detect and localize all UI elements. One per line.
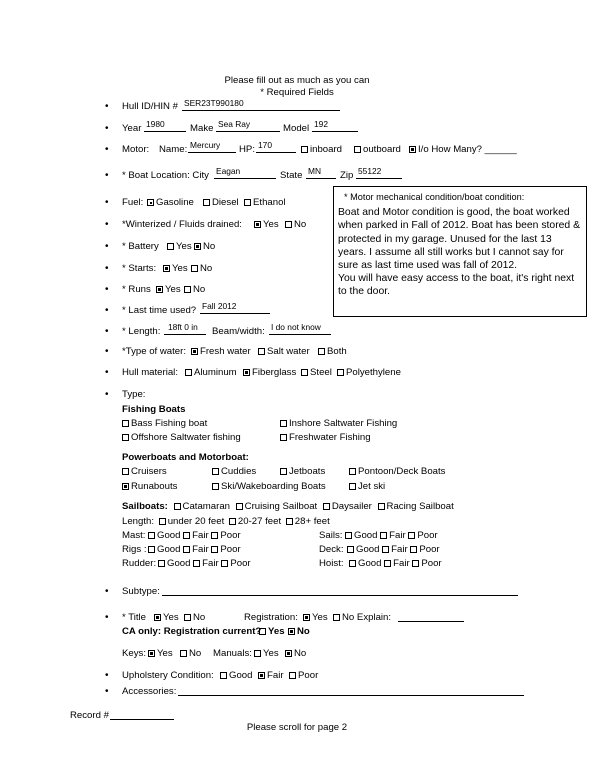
- jet-ski-checkbox[interactable]: [349, 483, 356, 490]
- polyethylene-checkbox[interactable]: [337, 369, 344, 376]
- catamaran-option[interactable]: Catamaran: [174, 501, 230, 512]
- length-field[interactable]: [164, 334, 206, 335]
- manuals-no-checkbox[interactable]: [285, 650, 292, 657]
- scroll-note: Please scroll for page 2: [246, 722, 348, 733]
- hull-id-field[interactable]: [182, 110, 340, 111]
- powerboats-heading: Powerboats and Motorboat:: [122, 452, 249, 463]
- winterized-no-option[interactable]: No: [285, 219, 306, 230]
- record-label: Record #: [70, 710, 109, 721]
- sails-good-checkbox[interactable]: [345, 532, 352, 539]
- mast-poor-checkbox[interactable]: [211, 532, 218, 539]
- required-fields-note: * Required Fields: [260, 87, 334, 98]
- deck-fair-checkbox[interactable]: [382, 546, 389, 553]
- hoist-label: Hoist:: [319, 558, 344, 569]
- city-value: Eagan: [216, 166, 241, 176]
- jetboats-option[interactable]: Jetboats: [280, 466, 325, 477]
- racing-sailboat-option[interactable]: Racing Sailboat: [378, 501, 454, 512]
- ski-wakeboarding-checkbox[interactable]: [212, 483, 219, 490]
- fuel-gasoline-option[interactable]: Gasoline: [147, 197, 194, 208]
- inboard-checkbox[interactable]: [301, 146, 308, 153]
- ethanol-checkbox[interactable]: [244, 199, 251, 206]
- rudder-options: Good Fair Poor: [158, 558, 251, 569]
- motor-name-value: Mercury: [190, 140, 221, 150]
- manuals-yes-option[interactable]: Yes: [254, 648, 279, 659]
- inshore-fishing-option[interactable]: Inshore Saltwater Fishing: [280, 418, 397, 429]
- make-field[interactable]: [216, 131, 280, 132]
- cuddies-option[interactable]: Cuddies: [212, 466, 256, 477]
- runs-no-option[interactable]: No: [184, 284, 205, 295]
- state-value: MN: [308, 166, 322, 176]
- runs-no-checkbox[interactable]: [184, 286, 191, 293]
- deck-options: Good Fair Poor: [347, 544, 440, 555]
- upholstery-fair-option[interactable]: Fair: [258, 670, 284, 681]
- winterized-no-checkbox[interactable]: [285, 221, 292, 228]
- sail-length-label: Length:: [122, 516, 155, 527]
- both-water-option[interactable]: Both: [318, 346, 347, 357]
- offshore-fishing-checkbox[interactable]: [122, 434, 129, 441]
- ski-wakeboarding-option[interactable]: Ski/Wakeboarding Boats: [212, 481, 326, 492]
- outboard-checkbox[interactable]: [354, 146, 361, 153]
- sails-label: Sails:: [319, 530, 343, 541]
- beam-value: I do not know: [271, 322, 321, 332]
- year-label: • Year: [122, 123, 141, 134]
- runabouts-option[interactable]: Runabouts: [122, 481, 177, 492]
- starts-label: • * Starts:: [122, 263, 156, 274]
- title-yes-checkbox[interactable]: [154, 614, 161, 621]
- subtype-field[interactable]: [162, 595, 518, 596]
- last-used-label: • * Last time used?: [122, 305, 196, 316]
- registration-yes-option[interactable]: Yes: [303, 612, 328, 623]
- runs-yes-option[interactable]: Yes: [156, 284, 181, 295]
- boat-location-label: • * Boat Location: City: [122, 170, 209, 181]
- hull-id-value: SER23T990180: [184, 98, 244, 108]
- title-no-option[interactable]: No: [184, 612, 205, 623]
- runs-yes-checkbox[interactable]: [156, 286, 163, 293]
- steel-checkbox[interactable]: [301, 369, 308, 376]
- upholstery-good-option[interactable]: Good: [220, 670, 252, 681]
- sails-options: Good Fair Poor: [345, 530, 438, 541]
- rudder-fair-checkbox[interactable]: [193, 560, 200, 567]
- last-used-field[interactable]: [200, 313, 270, 314]
- upholstery-poor-option[interactable]: Poor: [289, 670, 318, 681]
- make-label: Make: [190, 123, 214, 134]
- motor-condition-box[interactable]: [333, 186, 587, 317]
- manuals-no-option[interactable]: No: [285, 648, 306, 659]
- battery-no-checkbox[interactable]: [194, 243, 201, 250]
- length-value: 18ft 0 in: [168, 322, 198, 332]
- daysailer-checkbox[interactable]: [323, 503, 330, 510]
- last-used-value: Fall 2012: [202, 301, 237, 311]
- deck-label: Deck:: [319, 544, 344, 555]
- beam-field[interactable]: [269, 334, 331, 335]
- freshwater-fishing-option[interactable]: Freshwater Fishing: [280, 432, 371, 443]
- fiberglass-checkbox[interactable]: [243, 369, 250, 376]
- zip-value: 55122: [358, 166, 382, 176]
- accessories-label: • Accessories:: [122, 686, 176, 697]
- hp-label: HP:: [239, 144, 255, 155]
- fresh-water-checkbox[interactable]: [191, 348, 198, 355]
- winterized-yes-option[interactable]: Yes: [254, 219, 279, 230]
- keys-yes-option[interactable]: Yes: [148, 648, 173, 659]
- hull-material-label: • Hull material:: [122, 367, 178, 378]
- motor-condition-text: Boat and Motor condition is good, the boat worked when parked in Fall of 2012. Boat has been stored & protected in my garage. Unused for the last 13 years. I assume all still works but I cannot say for sure as last time used was fall of 2012. You will have easy access to the boat, it's right next to the door.: [338, 207, 581, 298]
- motor-condition-title: * Motor mechanical condition/boat condition:: [344, 192, 525, 202]
- hull-id-label: • Hull ID/HIN #: [122, 101, 178, 112]
- 28-plus-option[interactable]: 28+ feet: [286, 516, 330, 527]
- hoist-good-checkbox[interactable]: [349, 560, 356, 567]
- zip-field[interactable]: [356, 178, 402, 179]
- starts-yes-option[interactable]: Yes: [163, 263, 188, 274]
- accessories-field[interactable]: [178, 695, 524, 696]
- keys-no-option[interactable]: No: [180, 648, 201, 659]
- rudder-label: Rudder:: [122, 558, 157, 569]
- registration-label: Registration:: [244, 612, 298, 623]
- cruisers-option[interactable]: Cruisers: [122, 466, 167, 477]
- registration-yes-checkbox[interactable]: [303, 614, 310, 621]
- under-20-option[interactable]: under 20 feet: [159, 516, 225, 527]
- motor-name-field[interactable]: [188, 152, 236, 153]
- year-value: 1980: [146, 119, 165, 129]
- jet-ski-option[interactable]: Jet ski: [349, 481, 385, 492]
- model-field[interactable]: [312, 131, 358, 132]
- starts-no-checkbox[interactable]: [191, 265, 198, 272]
- winterized-yes-checkbox[interactable]: [254, 221, 261, 228]
- registration-explain-field[interactable]: [398, 621, 464, 622]
- cruisers-checkbox[interactable]: [122, 468, 129, 475]
- title-label: • * Title: [122, 612, 146, 623]
- upholstery-good-checkbox[interactable]: [220, 672, 227, 679]
- fuel-ethanol-option[interactable]: Ethanol: [244, 197, 286, 208]
- fiberglass-option[interactable]: Fiberglass: [243, 367, 296, 378]
- gasoline-checkbox[interactable]: [147, 199, 154, 206]
- cruising-sailboat-checkbox[interactable]: [236, 503, 243, 510]
- deck-good-checkbox[interactable]: [347, 546, 354, 553]
- mast-label: Mast:: [122, 530, 146, 541]
- bass-fishing-checkbox[interactable]: [122, 420, 129, 427]
- salt-water-option[interactable]: Salt water: [258, 346, 310, 357]
- ca-yes-option[interactable]: Yes: [259, 626, 285, 637]
- cuddies-checkbox[interactable]: [212, 468, 219, 475]
- starts-no-option[interactable]: No: [191, 263, 212, 274]
- mast-options: Good Fair Poor: [148, 530, 241, 541]
- rudder-good-checkbox[interactable]: [158, 560, 165, 567]
- fishing-boats-heading: Fishing Boats: [122, 404, 186, 415]
- make-value: Sea Ray: [218, 119, 251, 129]
- battery-yes-option[interactable]: Yes: [167, 241, 192, 252]
- 20-27-option[interactable]: 20-27 feet: [229, 516, 281, 527]
- fresh-water-option[interactable]: Fresh water: [191, 346, 251, 357]
- state-label: State: [280, 170, 303, 181]
- hoist-fair-checkbox[interactable]: [384, 560, 391, 567]
- hp-value: 170: [258, 140, 272, 150]
- both-water-checkbox[interactable]: [318, 348, 325, 355]
- pontoon-option[interactable]: Pontoon/Deck Boats: [349, 466, 445, 477]
- record-field[interactable]: [110, 719, 174, 720]
- subtype-label: • Subtype:: [122, 586, 160, 597]
- year-field[interactable]: [144, 131, 186, 132]
- ca-registration-label: CA only: Registration current?: [122, 626, 262, 637]
- starts-yes-checkbox[interactable]: [163, 265, 170, 272]
- type-label: • Type:: [122, 389, 145, 400]
- keys-yes-checkbox[interactable]: [148, 650, 155, 657]
- sails-fair-checkbox[interactable]: [380, 532, 387, 539]
- motor-label: • Motor:: [122, 144, 149, 155]
- upholstery-poor-checkbox[interactable]: [289, 672, 296, 679]
- daysailer-option[interactable]: Daysailer: [323, 501, 372, 512]
- upholstery-fair-checkbox[interactable]: [258, 672, 265, 679]
- ca-no-option[interactable]: No: [288, 626, 310, 637]
- keys-no-checkbox[interactable]: [180, 650, 187, 657]
- sails-poor-checkbox[interactable]: [408, 532, 415, 539]
- form-instructions: Please fill out as much as you can: [224, 75, 370, 86]
- bass-fishing-option[interactable]: Bass Fishing boat: [122, 418, 207, 429]
- rigs-good-checkbox[interactable]: [148, 546, 155, 553]
- io-checkbox[interactable]: [409, 146, 416, 153]
- steel-option[interactable]: Steel: [301, 367, 332, 378]
- offshore-fishing-option[interactable]: Offshore Saltwater fishing: [122, 432, 241, 443]
- runabouts-checkbox[interactable]: [122, 483, 129, 490]
- deck-poor-checkbox[interactable]: [410, 546, 417, 553]
- fuel-label: • Fuel:: [122, 197, 143, 208]
- salt-water-checkbox[interactable]: [258, 348, 265, 355]
- city-field[interactable]: [214, 178, 276, 179]
- fuel-diesel-option[interactable]: Diesel: [203, 197, 239, 208]
- model-value: 192: [314, 119, 328, 129]
- rigs-poor-checkbox[interactable]: [211, 546, 218, 553]
- 20-27-checkbox[interactable]: [229, 518, 236, 525]
- 28-plus-checkbox[interactable]: [286, 518, 293, 525]
- hoist-options: Good Fair Poor: [349, 558, 442, 569]
- battery-label: • * Battery: [122, 241, 159, 252]
- title-yes-option[interactable]: Yes: [154, 612, 179, 623]
- jetboats-checkbox[interactable]: [280, 468, 287, 475]
- racing-sailboat-checkbox[interactable]: [378, 503, 385, 510]
- freshwater-fishing-checkbox[interactable]: [280, 434, 287, 441]
- aluminum-checkbox[interactable]: [185, 369, 192, 376]
- hp-field[interactable]: [256, 152, 296, 153]
- rigs-options: Good Fair Poor: [148, 544, 241, 555]
- zip-label: Zip: [340, 170, 354, 181]
- manuals-label: Manuals:: [213, 648, 252, 659]
- sail-length-row: [122, 516, 330, 527]
- battery-yes-checkbox[interactable]: [167, 243, 174, 250]
- io-option[interactable]: I/o How Many? ______: [409, 144, 517, 155]
- winterized-label: • *Winterized / Fluids drained:: [122, 219, 242, 230]
- registration-no-option[interactable]: No Explain:: [333, 612, 391, 623]
- ca-no-checkbox[interactable]: [288, 628, 295, 635]
- sailboats-row: [122, 501, 454, 512]
- battery-no-option[interactable]: No: [194, 241, 215, 252]
- rigs-label: Rigs :: [122, 544, 147, 555]
- water-type-label: • *Type of water:: [122, 346, 186, 357]
- inshore-fishing-checkbox[interactable]: [280, 420, 287, 427]
- registration-no-checkbox[interactable]: [333, 614, 340, 621]
- mast-fair-checkbox[interactable]: [183, 532, 190, 539]
- pontoon-checkbox[interactable]: [349, 468, 356, 475]
- ca-yes-checkbox[interactable]: [259, 628, 266, 635]
- sailboats-heading: Sailboats:: [122, 501, 168, 512]
- diesel-checkbox[interactable]: [203, 199, 210, 206]
- rigs-fair-checkbox[interactable]: [183, 546, 190, 553]
- beam-label: Beam/width:: [212, 326, 265, 337]
- upholstery-label: • Upholstery Condition:: [122, 670, 214, 681]
- manuals-yes-checkbox[interactable]: [254, 650, 261, 657]
- catamaran-checkbox[interactable]: [174, 503, 181, 510]
- cruising-sailboat-option[interactable]: Cruising Sailboat: [236, 501, 318, 512]
- model-label: Model: [283, 123, 310, 134]
- length-label: • * Length:: [122, 326, 160, 337]
- outboard-option[interactable]: outboard: [354, 144, 401, 155]
- state-field[interactable]: [306, 178, 336, 179]
- rudder-poor-checkbox[interactable]: [221, 560, 228, 567]
- motor-name-label: Name:: [159, 144, 188, 155]
- title-no-checkbox[interactable]: [184, 614, 191, 621]
- mast-good-checkbox[interactable]: [148, 532, 155, 539]
- hoist-poor-checkbox[interactable]: [412, 560, 419, 567]
- inboard-option[interactable]: inboard: [301, 144, 342, 155]
- aluminum-option[interactable]: Aluminum: [185, 367, 237, 378]
- runs-label: • * Runs: [122, 284, 151, 295]
- keys-label: Keys:: [122, 648, 146, 659]
- under-20-checkbox[interactable]: [159, 518, 166, 525]
- polyethylene-option[interactable]: Polyethylene: [337, 367, 401, 378]
